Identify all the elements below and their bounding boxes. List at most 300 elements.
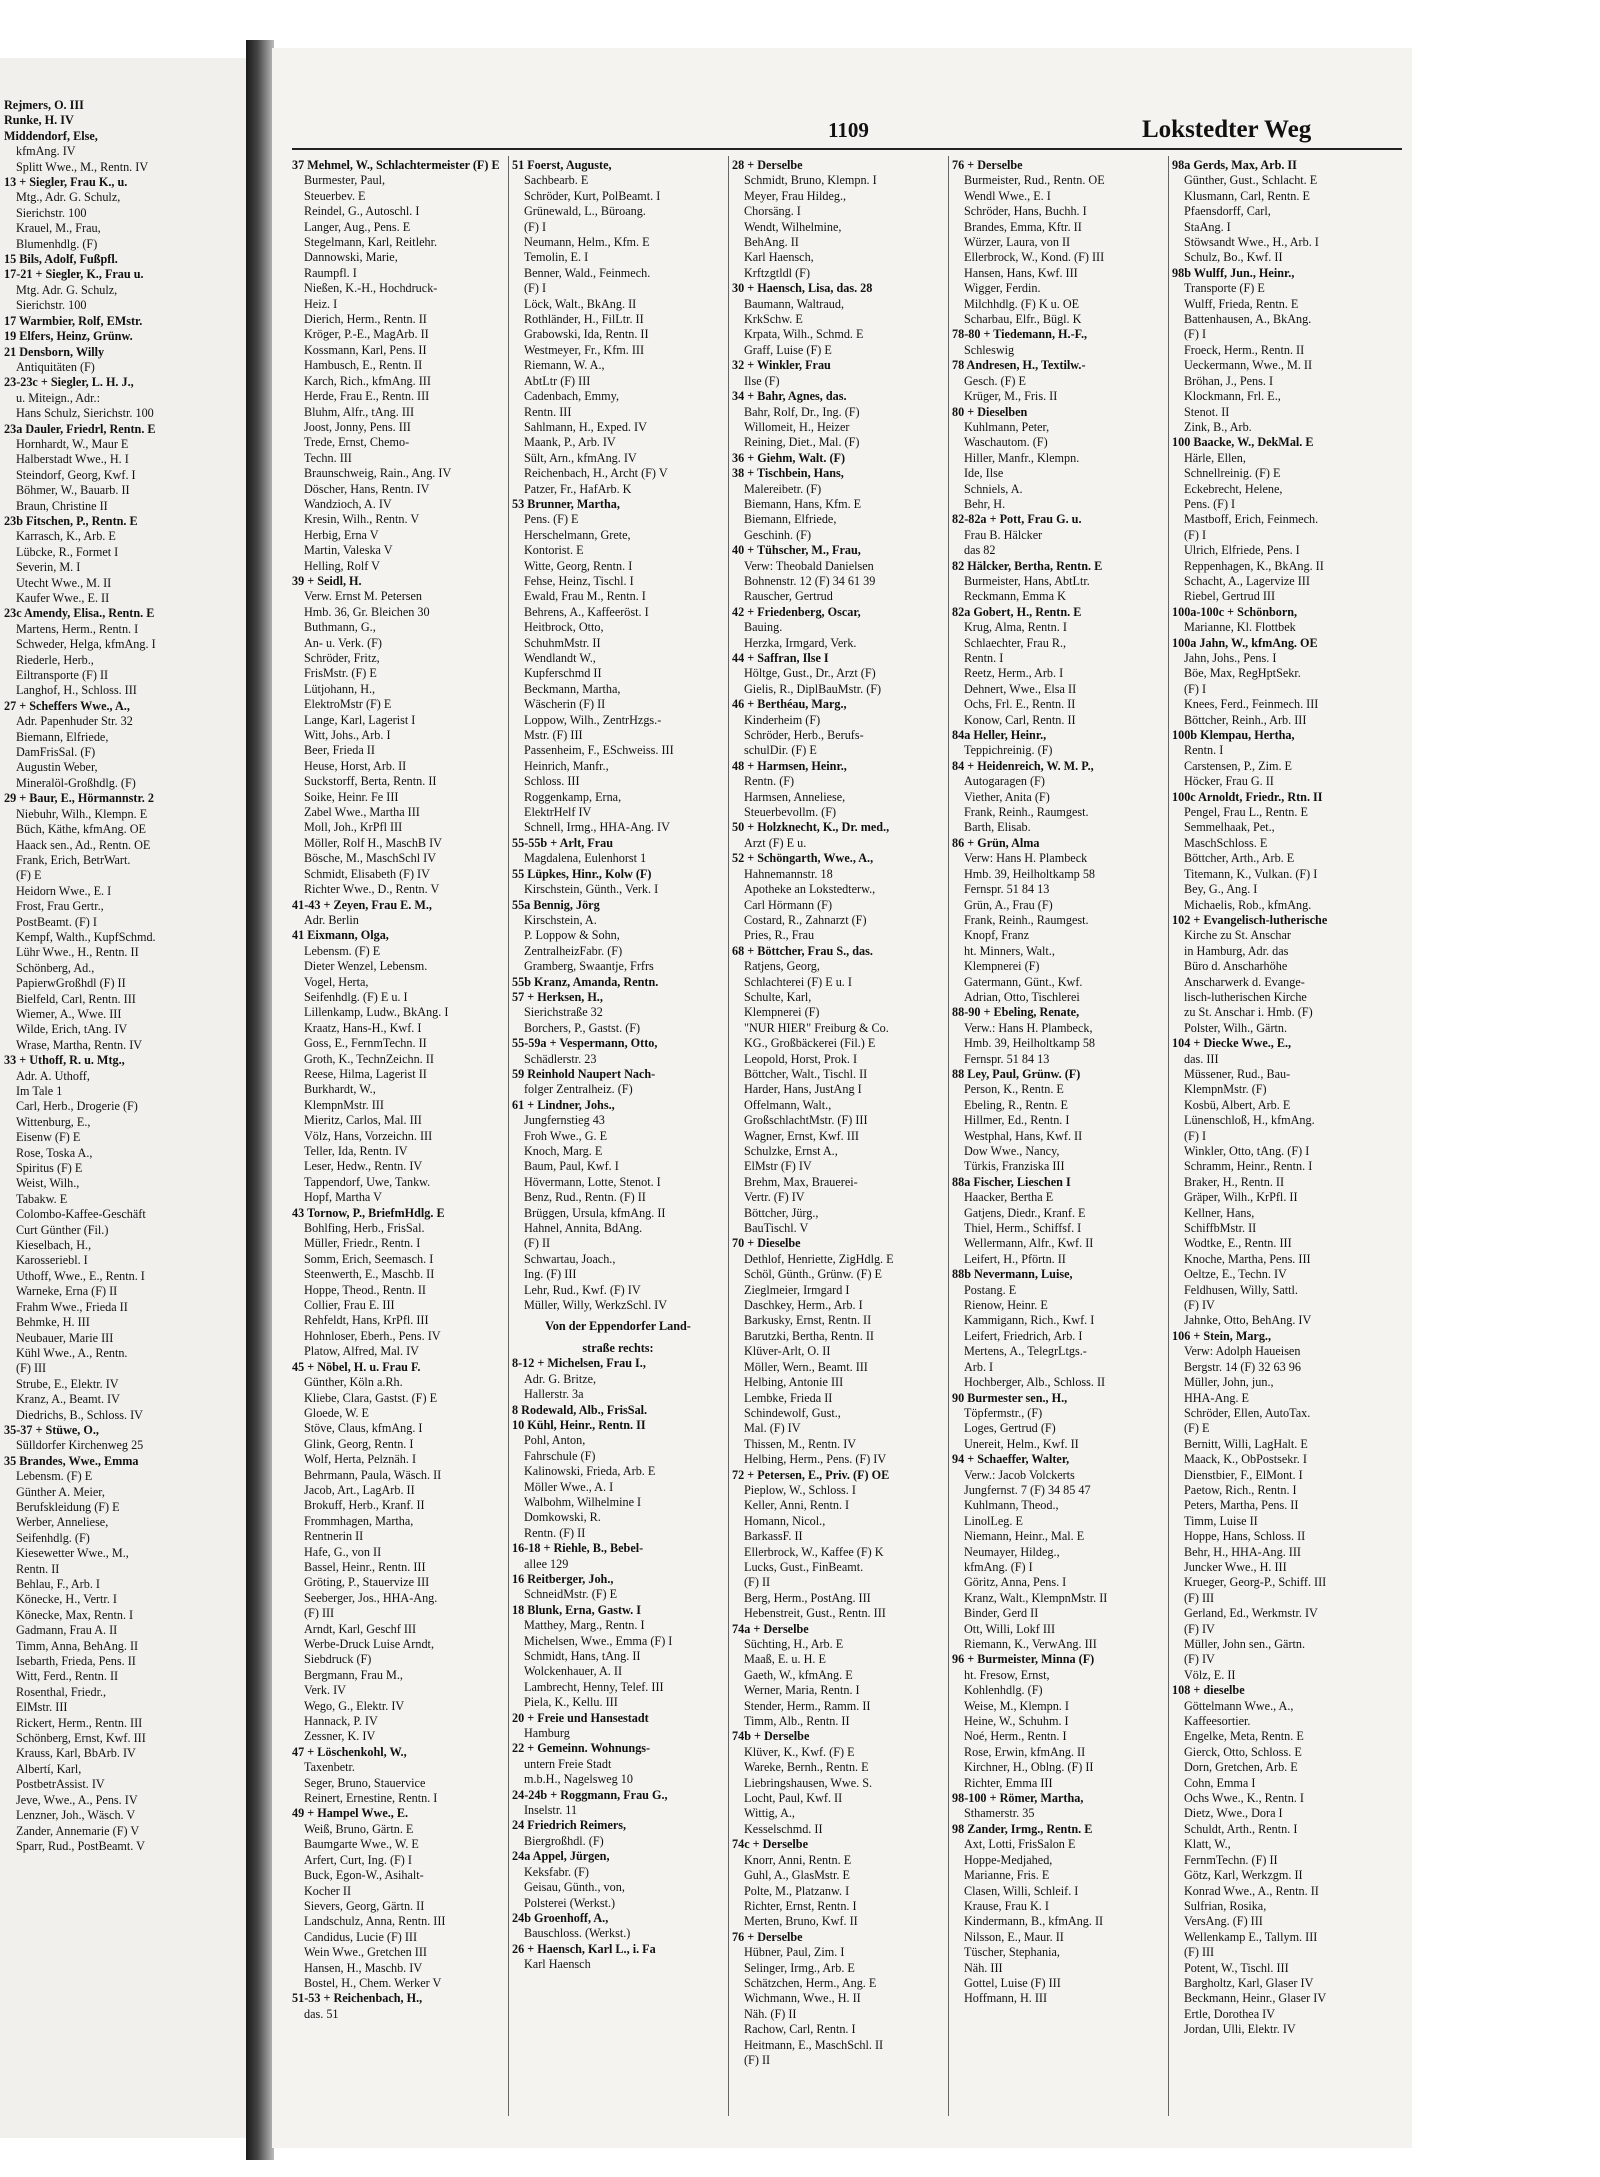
directory-entry: Uthoff, Wwe., E., Rentn. I — [16, 1268, 145, 1283]
directory-entry: Polsterei (Werkst.) — [524, 1895, 616, 1910]
directory-entry: Schmidt, Bruno, Klempn. I — [744, 173, 877, 188]
directory-entry: Hoppe, Theod., Rentn. II — [304, 1282, 426, 1297]
directory-entry: Blumenhdlg. (F) — [16, 236, 98, 251]
house-number-entry: 100 Baacke, W., DekMal. E — [1172, 435, 1314, 450]
directory-entry: Riemann, W. A., — [524, 358, 605, 373]
directory-entry: Frost, Frau Gertr., — [16, 899, 104, 914]
directory-entry: Wichmann, Wwe., H. II — [744, 1991, 861, 2006]
directory-entry: Frahm Wwe., Frieda II — [16, 1299, 128, 1314]
house-number-entry: 61 + Lindner, Johs., — [512, 1097, 615, 1112]
directory-entry: Pieplow, W., Schloss. I — [744, 1482, 856, 1497]
directory-entry: Hornhardt, W., Maur E — [16, 436, 129, 451]
house-number-entry: 90 Burmester sen., H., — [952, 1390, 1068, 1405]
house-number-entry: 78 Andresen, H., Textilw.- — [952, 358, 1086, 373]
directory-entry: Witte, Georg, Rentn. I — [524, 558, 633, 573]
directory-entry: Hansen, Hans, Kwf. III — [964, 265, 1078, 280]
directory-entry: Willomeit, H., Heizer — [744, 419, 850, 434]
directory-entry: Sierichstr. 100 — [16, 205, 87, 220]
directory-entry: Harmsen, Anneliese, — [744, 789, 846, 804]
directory-entry: Dieter Wenzel, Lebensm. — [304, 959, 428, 974]
directory-entry: Behlau, F., Arb. I — [16, 1577, 100, 1591]
directory-entry: Biemann, Hans, Kfm. E — [744, 496, 862, 511]
directory-entry: Göttelmann Wwe., A., — [1184, 1698, 1294, 1713]
directory-entry: kfmAng. (F) I — [964, 1559, 1033, 1574]
directory-entry: Cohn, Emma I — [1184, 1775, 1256, 1790]
directory-entry: Benz, Rud., Rentn. (F) II — [524, 1190, 646, 1205]
scanner-right-margin — [1412, 0, 1600, 2177]
directory-entry: lisch-lutherischen Kirche — [1184, 989, 1307, 1004]
directory-entry: Transporte (F) E — [1184, 281, 1265, 296]
house-number-entry: 82a Gobert, H., Rentn. E — [952, 604, 1082, 619]
directory-entry: Schmidt, Elisabeth (F) IV — [304, 866, 430, 881]
directory-entry: MaschSchloss. E — [1184, 835, 1268, 850]
directory-entry: Isebarth, Frieda, Pens. II — [16, 1654, 136, 1669]
directory-entry: Wrase, Martha, Rentn. IV — [16, 1037, 143, 1052]
directory-entry: Hebenstreit, Gust., Rentn. III — [744, 1606, 886, 1621]
house-number-entry: 8 Rodewald, Alb., FrisSal. — [512, 1402, 648, 1417]
directory-entry: Konow, Carl, Rentn. II — [964, 712, 1076, 727]
directory-entry: Verw.: Hans H. Plambeck, — [964, 1020, 1093, 1035]
directory-entry: (F) E — [1184, 1421, 1210, 1436]
house-number-entry: 100a-100c + Schönborn, — [1172, 604, 1298, 619]
directory-entry: Riebel, Gertrud III — [1184, 589, 1276, 604]
directory-entry: Adr. A. Uthoff, — [16, 1068, 90, 1083]
directory-entry: Polster, Wilh., Gärtn. — [1184, 1020, 1288, 1035]
directory-entry: Biergroßhdl. (F) — [524, 1833, 604, 1848]
directory-entry: Zink, B., Arb. — [1184, 419, 1252, 434]
house-number-entry: Middendorf, Else, — [4, 128, 98, 143]
directory-entry: Kiesewetter Wwe., M., — [16, 1546, 129, 1561]
house-number-entry: 10 Kühl, Heinr., Rentn. II — [512, 1417, 646, 1432]
directory-entry: Karl Haensch — [524, 1957, 591, 1972]
house-number-entry: 76 + Derselbe — [732, 1929, 803, 1944]
directory-entry: Vertr. (F) IV — [744, 1190, 805, 1205]
directory-entry: Taxenbetr. — [304, 1760, 355, 1775]
directory-entry: Rothländer, H., FilLtr. II — [524, 312, 644, 327]
directory-entry: Günther, Köln a.Rh. — [304, 1375, 403, 1390]
directory-entry: Verw: Adolph Haueisen — [1184, 1344, 1301, 1359]
directory-entry: Frank, Reinh., Raumgest. — [964, 912, 1089, 927]
directory-entry: Roggenkamp, Erna, — [524, 789, 622, 804]
directory-entry: Neubauer, Marie III — [16, 1330, 114, 1345]
house-number-entry: 102 + Evangelisch-lutherische — [1172, 912, 1328, 927]
directory-entry: Clasen, Willi, Schleif. I — [964, 1883, 1079, 1898]
directory-entry: Lange, Karl, Lagerist I — [304, 712, 416, 727]
directory-entry: Helbing, Antonie III — [744, 1375, 844, 1390]
directory-entry: Herzka, Irmgard, Verk. — [744, 635, 857, 650]
directory-entry: Lillenkamp, Ludw., BkAng. I — [304, 1005, 449, 1020]
house-number-entry: 23c Amendy, Elisa., Rentn. E — [4, 606, 155, 621]
directory-entry: Sierichstr. 100 — [16, 298, 87, 313]
directory-entry: Antiquitäten (F) — [16, 359, 95, 374]
directory-entry: Lebensm. (F) E — [16, 1469, 93, 1484]
house-number-entry: 74c + Derselbe — [732, 1837, 808, 1852]
directory-entry: Braunschweig, Rain., Ang. IV — [304, 466, 452, 481]
directory-entry: Kupferschmd II — [524, 666, 602, 681]
directory-entry: Berufskleidung (F) E — [16, 1499, 120, 1514]
directory-entry: Diedrichs, B., Schloss. IV — [16, 1407, 143, 1422]
directory-column-4 — [952, 158, 1164, 2138]
directory-entry: Werber, Anneliese, — [16, 1515, 109, 1530]
directory-entry: KlempnMstr. (F) — [1184, 1082, 1267, 1097]
directory-entry: Rose, Toska A., — [16, 1145, 93, 1160]
directory-entry: Heuse, Horst, Arb. II — [304, 758, 407, 773]
directory-entry: FernmTechn. (F) II — [1184, 1852, 1278, 1867]
directory-entry: KrkSchw. E — [744, 312, 803, 327]
directory-entry: ElektrHelf IV — [524, 805, 592, 820]
directory-entry: Schleswig — [964, 342, 1015, 357]
house-number-entry: 55 Lüpkes, Hinr., Kolw (F) — [512, 866, 652, 881]
directory-entry: Bernitt, Willi, LagHalt. E — [1184, 1436, 1308, 1451]
directory-entry: Heinrich, Manfr., — [524, 758, 609, 773]
house-number-entry: 15 Bils, Adolf, Fußpfl. — [4, 252, 118, 267]
directory-entry: Piela, K., Kellu. III — [524, 1695, 618, 1710]
house-number-entry: Runke, H. IV — [4, 113, 74, 128]
directory-entry: Schätzchen, Herm., Ang. E — [744, 1975, 877, 1990]
page-number: 1109 — [828, 118, 869, 142]
directory-entry: Hallerstr. 3a — [524, 1387, 584, 1402]
directory-entry: Merten, Bruno, Kwf. II — [744, 1914, 858, 1929]
directory-entry: Ebeling, R., Rentn. E — [964, 1097, 1068, 1112]
directory-entry: Gielis, R., DiplBauMstr. (F) — [744, 681, 882, 696]
house-number-entry: 18 Blunk, Erna, Gastw. I — [512, 1602, 642, 1617]
directory-entry: Kossmann, Karl, Pens. II — [304, 342, 427, 357]
directory-entry: Westphal, Hans, Kwf. II — [964, 1128, 1083, 1143]
directory-entry: Schnellreinig. (F) E — [1184, 466, 1281, 481]
directory-entry: Langer, Aug., Pens. E — [304, 219, 411, 234]
directory-entry: Knoche, Martha, Pens. III — [1184, 1251, 1311, 1266]
directory-entry: SchuhmMstr. II — [524, 635, 601, 650]
directory-entry: Brandes, Emma, Kftr. II — [964, 219, 1082, 234]
directory-entry: Curt Günther (Fil.) — [16, 1222, 109, 1237]
directory-entry: Fehse, Heinz, Tischl. I — [524, 573, 634, 588]
directory-entry: Adr. Papenhuder Str. 32 — [16, 714, 133, 729]
directory-entry: Berg, Herm., PostAng. III — [744, 1590, 871, 1605]
directory-entry: Näh. (F) II — [744, 2006, 797, 2021]
directory-entry: Hans Schulz, Sierichstr. 100 — [16, 406, 154, 421]
directory-entry: Reichenbach, H., Archt (F) V — [524, 466, 668, 481]
directory-entry: Hoffmann, H. III — [964, 1991, 1048, 2006]
directory-entry: Behmke, H. III — [16, 1315, 90, 1330]
directory-entry: Rentn. I — [1184, 743, 1224, 758]
directory-entry: Ratjens, Georg, — [744, 959, 820, 974]
directory-entry: Bauschloss. (Werkst.) — [524, 1926, 631, 1941]
directory-entry: in Hamburg, Adr. das — [1184, 943, 1289, 958]
directory-entry: Frommhagen, Martha, — [304, 1513, 414, 1528]
directory-entry: Niebuhr, Wilh., Klempn. E — [16, 806, 148, 821]
directory-entry: Arzt (F) E u. — [744, 835, 807, 850]
directory-entry: Reese, Hilma, Lagerist II — [304, 1066, 427, 1081]
previous-page-column — [4, 98, 242, 2078]
directory-entry: Völz, Hans, Vorzeichn. III — [304, 1128, 433, 1143]
directory-entry: Schönberg, Ernst, Kwf. III — [16, 1731, 146, 1746]
directory-entry: Bargholtz, Karl, Glaser IV — [1184, 1975, 1314, 1990]
directory-entry: Krpata, Wilh., Schmd. E — [744, 327, 864, 342]
directory-entry: Schacht, A., Lagervize III — [1184, 573, 1310, 588]
directory-entry: Herde, Frau E., Rentn. III — [304, 389, 430, 404]
directory-entry: Töpfermstr., (F) — [964, 1405, 1043, 1420]
directory-entry: Jahnke, Otto, BehAng. IV — [1184, 1313, 1312, 1328]
directory-entry: Baum, Paul, Kwf. I — [524, 1159, 619, 1174]
directory-entry: Herschelmann, Grete, — [524, 527, 631, 542]
directory-entry: Jacob, Art., LagArb. II — [304, 1482, 415, 1497]
directory-entry: VersAng. (F) III — [1184, 1914, 1263, 1929]
directory-entry: Goss, E., FernmTechn. II — [304, 1036, 427, 1051]
directory-entry: Hmb. 36, Gr. Bleichen 30 — [304, 604, 430, 619]
directory-entry: Patzer, Fr., HafArb. K — [524, 481, 632, 496]
directory-entry: Gerland, Ed., Werkmstr. IV — [1184, 1606, 1318, 1621]
directory-entry: Ochs Wwe., K., Rentn. I — [1184, 1791, 1304, 1806]
directory-entry: Teller, Ida, Rentn. IV — [304, 1144, 408, 1158]
house-number-entry: 88 Ley, Paul, Grünw. (F) — [952, 1066, 1081, 1081]
directory-entry: BauTischl. V — [744, 1221, 809, 1236]
directory-entry: Riederle, Herb., — [16, 652, 94, 667]
directory-entry: Hohnloser, Eberh., Pens. IV — [304, 1328, 441, 1343]
directory-entry: (F) I — [524, 281, 547, 296]
directory-entry: Krueger, Georg-P., Schiff. III — [1184, 1575, 1327, 1590]
house-number-entry: 43 Tornow, P., BriefmHdlg. E — [292, 1205, 445, 1220]
directory-entry: untern Freie Stadt — [524, 1756, 612, 1771]
directory-entry: Kühl Wwe., A., Rentn. — [16, 1345, 128, 1360]
directory-entry: Pohl, Anton, — [524, 1433, 586, 1448]
directory-entry: Eiltransporte (F) II — [16, 668, 109, 683]
directory-entry: Im Tale 1 — [16, 1084, 63, 1098]
directory-entry: Karch, Rich., kfmAng. III — [304, 373, 431, 388]
directory-entry: Reetz, Herm., Arb. I — [964, 666, 1064, 681]
directory-entry: Marianne, Fris. E — [964, 1868, 1050, 1883]
house-number-entry: 55a Bennig, Jörg — [512, 897, 600, 912]
directory-entry: Klockmann, Frl. E., — [1184, 389, 1281, 404]
directory-entry: (F) I — [1184, 1128, 1207, 1143]
house-number-entry: 33 + Uthoff, R. u. Mtg., — [4, 1053, 125, 1068]
directory-entry: Augustin Weber, — [16, 760, 98, 775]
directory-entry: Steenwerth, E., Maschb. II — [304, 1267, 435, 1282]
directory-entry: Pens. (F) E — [524, 512, 579, 527]
house-number-entry: 51 Foerst, Auguste, — [512, 158, 612, 172]
directory-entry: Schröder, Fritz, — [304, 651, 380, 665]
directory-entry: Unereit, Helm., Kwf. II — [964, 1436, 1079, 1451]
directory-entry: Krauel, M., Frau, — [16, 221, 101, 236]
directory-entry: Wilde, Erich, tAng. IV — [16, 1022, 128, 1037]
directory-entry: Platow, Alfred, Mal. IV — [304, 1344, 419, 1359]
directory-entry: Timm, Anna, BehAng. II — [16, 1638, 139, 1653]
directory-entry: Sachbearb. E — [524, 173, 589, 188]
directory-entry: Benner, Wald., Feinmech. — [524, 265, 651, 280]
directory-column-2 — [512, 158, 724, 2138]
directory-entry: schulDir. (F) E — [744, 743, 817, 758]
house-number-entry: 42 + Friedenberg, Oscar, — [732, 604, 861, 619]
directory-entry: Krauss, Karl, BbArb. IV — [16, 1746, 136, 1761]
house-number-entry: 52 + Schöngarth, Wwe., A., — [732, 851, 874, 866]
directory-entry: Bluhm, Alfr., tAng. III — [304, 404, 415, 419]
directory-entry: Domkowski, R. — [524, 1510, 601, 1525]
directory-entry: Hiller, Manfr., Klempn. — [964, 450, 1080, 465]
directory-column-1 — [292, 158, 504, 2138]
directory-entry: (F) III — [1184, 1945, 1215, 1960]
directory-entry: Rose, Erwin, kfmAng. II — [964, 1744, 1086, 1759]
directory-entry: Soike, Heinr. Fe III — [304, 789, 399, 804]
directory-entry: Titemann, K., Vulkan. (F) I — [1184, 866, 1318, 881]
directory-entry: Werbe-Druck Luise Arndt, — [304, 1637, 434, 1651]
directory-entry: Geisau, Günth., von, — [524, 1880, 625, 1895]
directory-entry: Mtg. Adr. G. Schulz, — [16, 282, 118, 297]
directory-entry: StaAng. I — [1184, 219, 1231, 234]
directory-entry: Borchers, P., Gastst. (F) — [524, 1020, 641, 1035]
directory-entry: Heiz. I — [304, 296, 338, 311]
directory-entry: Bassel, Heinr., Rentn. III — [304, 1559, 426, 1574]
directory-entry: Kaffeesortier. — [1184, 1714, 1251, 1729]
directory-entry: Costard, R., Zahnarzt (F) — [744, 912, 867, 927]
directory-entry: Krug, Alma, Rentn. I — [964, 620, 1067, 635]
directory-entry: Gräper, Wilh., KrPfl. II — [1184, 1190, 1298, 1205]
directory-entry: Graff, Luise (F) E — [744, 342, 832, 357]
directory-entry: Bröhan, J., Pens. I — [1184, 373, 1274, 388]
house-number-entry: 16-18 + Riehle, B., Bebel- — [512, 1541, 644, 1556]
directory-entry: Schulzke, Ernst A., — [744, 1144, 838, 1158]
directory-entry: Selinger, Irmg., Arb. E — [744, 1960, 855, 1975]
directory-entry: Steindorf, Georg, Kwf. I — [16, 467, 136, 482]
directory-entry: (F) II — [744, 1575, 771, 1590]
directory-entry: Bahr, Rolf, Dr., Ing. (F) — [744, 404, 860, 419]
directory-entry: Maaß, E. u. H. E — [744, 1652, 826, 1667]
directory-entry: Geschinh. (F) — [744, 527, 812, 542]
directory-entry: Schindewolf, Gust., — [744, 1405, 841, 1420]
directory-entry: allee 129 — [524, 1556, 569, 1571]
directory-entry: Schwartau, Joach., — [524, 1251, 616, 1266]
house-number-entry: 82-82a + Pott, Frau G. u. — [952, 512, 1082, 527]
directory-entry: Temolin, E. I — [524, 250, 589, 265]
directory-entry: Härle, Ellen, — [1184, 450, 1246, 465]
directory-entry: Zessner, K. IV — [304, 1729, 376, 1744]
house-number-entry: 48 + Harmsen, Heinr., — [732, 758, 847, 773]
directory-entry: Dorn, Gretchen, Arb. E — [1184, 1760, 1298, 1775]
directory-entry: Richter, Ernst, Rentn. I — [744, 1898, 857, 1913]
directory-entry: Sült, Arn., kfmAng. IV — [524, 450, 637, 465]
directory-entry: Zieglmeier, Irmgard I — [744, 1282, 850, 1297]
directory-entry: Wittig, A., — [744, 1806, 795, 1821]
directory-entry: Candidus, Lucie (F) III — [304, 1929, 418, 1944]
directory-entry: Grünewald, L., Büroang. — [524, 204, 646, 219]
directory-entry: Ertle, Dorothea IV — [1184, 2006, 1276, 2021]
directory-entry: Karl Haensch, — [744, 250, 814, 265]
directory-entry: Person, K., Rentn. E — [964, 1082, 1064, 1097]
directory-entry: Binder, Gerd II — [964, 1606, 1039, 1621]
directory-entry: Carl Hörmann (F) — [744, 897, 833, 912]
directory-entry: Jordan, Ulli, Elektr. IV — [1184, 2022, 1296, 2037]
directory-entry: Daschkey, Herm., Arb. I — [744, 1298, 863, 1313]
directory-entry: Möller, Wern., Beamt. III — [744, 1359, 868, 1374]
directory-entry: Möller Wwe., A. I — [524, 1479, 614, 1494]
directory-entry: SchneidMstr. (F) E — [524, 1587, 618, 1602]
house-number-entry: 59 Reinhold Naupert Nach- — [512, 1066, 656, 1081]
directory-entry: Lehr, Rud., Kwf. (F) IV — [524, 1282, 641, 1297]
scanner-top-margin — [0, 0, 1600, 50]
directory-entry: Lenzner, Joh., Wäsch. V — [16, 1808, 136, 1823]
directory-entry: Göritz, Anna, Pens. I — [964, 1575, 1067, 1590]
directory-entry: Lebensm. (F) E — [304, 943, 381, 958]
directory-entry: Jeve, Wwe., A., Pens. IV — [16, 1792, 138, 1807]
header-rule — [292, 148, 1402, 150]
directory-entry: Neumann, Helm., Kfm. E — [524, 235, 650, 250]
directory-entry: Lünenschloß, H., kfmAng. — [1184, 1113, 1315, 1128]
directory-entry: Potent, W., Tischl. III — [1184, 1960, 1289, 1975]
directory-entry: Rentn. II — [16, 1561, 60, 1576]
directory-entry: Büro d. Anscharhöhe — [1184, 959, 1288, 974]
directory-entry: Maank, P., Arb. IV — [524, 435, 616, 450]
directory-entry: PostBeamt. (F) I — [16, 914, 97, 929]
directory-entry: Adrian, Otto, Tischlerei — [964, 989, 1080, 1004]
directory-entry: Heine, W., Schuhm. I — [964, 1714, 1069, 1729]
directory-entry: Verk. IV — [304, 1683, 346, 1698]
directory-entry: Dietz, Wwe., Dora I — [1184, 1806, 1283, 1821]
directory-entry: Eisenw (F) E — [16, 1130, 81, 1145]
directory-entry: Schniels, A. — [964, 481, 1023, 496]
directory-entry: Schlachterei (F) E u. I — [744, 974, 852, 989]
directory-entry: Spiritus (F) E — [16, 1161, 83, 1176]
directory-entry: Wendt, Wilhelmine, — [744, 219, 842, 234]
directory-entry: Nilsson, E., Maur. II — [964, 1929, 1064, 1944]
directory-entry: Kirschstein, A. — [524, 912, 597, 927]
directory-entry: Martin, Valeska V — [304, 543, 393, 558]
house-number-entry: 78-80 + Tiedemann, H.-F., — [952, 327, 1088, 342]
directory-entry: (F) I — [1184, 327, 1207, 342]
directory-entry: Cadenbach, Emmy, — [524, 389, 619, 404]
directory-entry: Grün, A., Frau (F) — [964, 897, 1053, 912]
directory-entry: Völz, E. II — [1184, 1667, 1236, 1682]
directory-entry: Nießen, K.-H., Hochdruck- — [304, 281, 438, 296]
directory-column-5 — [1172, 158, 1402, 2138]
directory-entry: Höcker, Frau G. II — [1184, 774, 1274, 789]
directory-entry: Müssener, Rud., Bau- — [1184, 1066, 1291, 1081]
house-number-entry: 51-53 + Reichenbach, H., — [292, 1991, 423, 2006]
directory-entry: KG., Großbäckerei (Fil.) E — [744, 1036, 876, 1051]
directory-entry: Brehm, Max, Brauerei- — [744, 1174, 858, 1189]
directory-entry: Rauscher, Gertrud — [744, 589, 833, 604]
directory-entry: Glink, Georg, Rentn. I — [304, 1436, 414, 1451]
house-number-entry: 20 + Freie und Hansestadt — [512, 1710, 649, 1725]
directory-entry: Seeberger, Jos., HHA-Ang. — [304, 1590, 438, 1605]
directory-entry: Frank, Reinh., Raumgest. — [964, 805, 1089, 820]
directory-entry: Brüggen, Ursula, kfmAng. II — [524, 1205, 666, 1220]
house-number-entry: 98a Gerds, Max, Arb. II — [1172, 158, 1297, 172]
directory-entry: Ott, Willi, Lokf III — [964, 1621, 1056, 1636]
directory-entry: (F) E — [16, 868, 42, 883]
directory-entry: Götz, Karl, Werkzgm. II — [1184, 1868, 1303, 1883]
directory-entry: AbtLtr (F) III — [524, 373, 591, 388]
directory-entry: Schröder, Kurt, PolBeamt. I — [524, 188, 661, 203]
directory-entry: Keller, Anni, Rentn. I — [744, 1498, 850, 1513]
directory-entry: Sülldorfer Kirchenweg 25 — [16, 1438, 144, 1453]
directory-entry: Kontorist. E — [524, 543, 584, 558]
directory-entry: "NUR HIER" Freiburg & Co. — [744, 1020, 889, 1035]
directory-entry: Peters, Martha, Pens. II — [1184, 1498, 1299, 1513]
directory-entry: Collier, Frau E. III — [304, 1298, 395, 1313]
directory-entry: u. Miteign., Adr.: — [16, 390, 100, 405]
directory-entry: Löck, Walt., BkAng. II — [524, 296, 637, 311]
directory-entry: Ilse (F) — [744, 373, 780, 388]
directory-entry: Krüger, M., Fris. II — [964, 389, 1058, 404]
directory-entry: Wego, G., Elektr. IV — [304, 1698, 405, 1713]
directory-entry: (F) III — [304, 1606, 335, 1621]
directory-entry: Warneke, Erna (F) II — [16, 1284, 118, 1299]
directory-entry: Passenheim, F., ESchweiss. III — [524, 743, 674, 758]
directory-entry: Bohlfing, Herb., FrisSal. — [304, 1221, 425, 1236]
house-number-entry: 94 + Schaeffer, Walter, — [952, 1452, 1070, 1467]
directory-entry: folger Zentralheiz. (F) — [524, 1082, 633, 1097]
directory-entry: Wodtke, E., Rentn. III — [1184, 1236, 1292, 1251]
directory-entry: Sparr, Rud., PostBeamt. V — [16, 1838, 145, 1853]
directory-entry: Locht, Paul, Kwf. II — [744, 1791, 843, 1806]
